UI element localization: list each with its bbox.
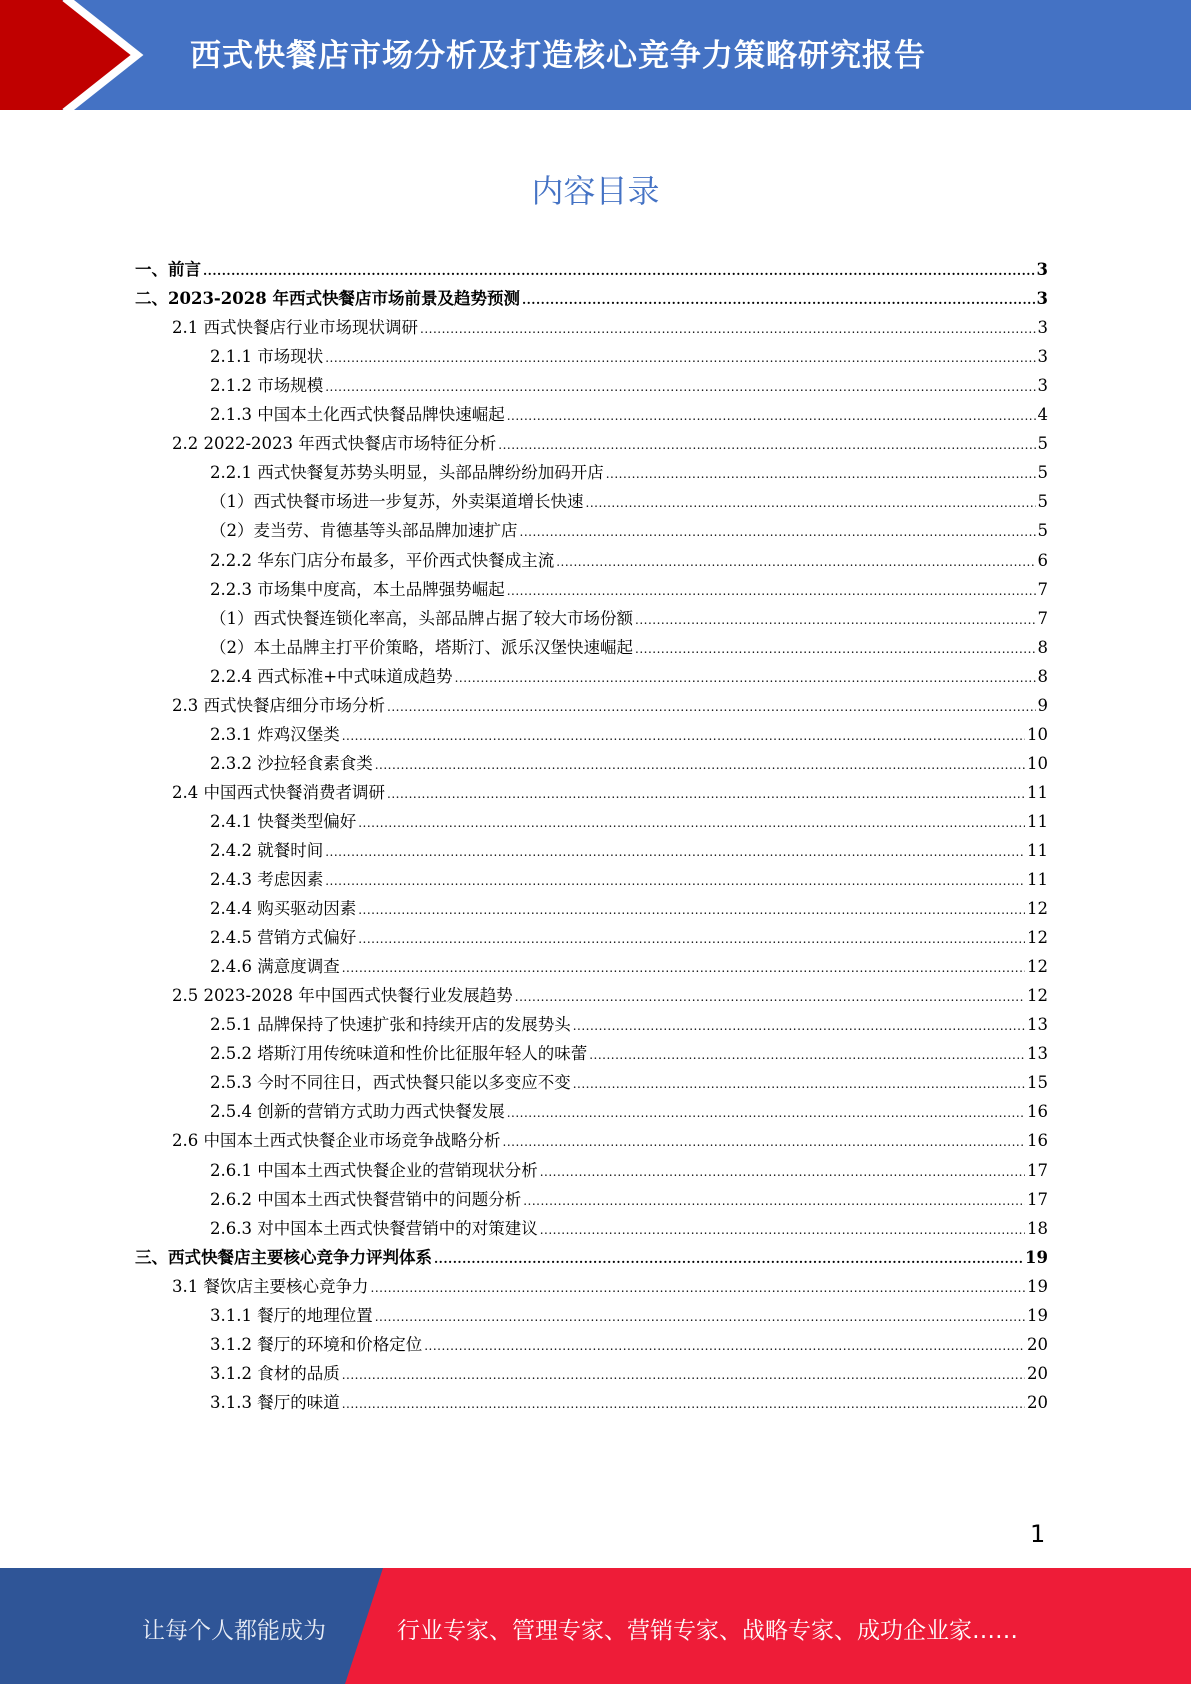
toc-entry-page: 8 (1037, 637, 1048, 657)
footer-slogan-right: 行业专家、管理专家、营销专家、战略专家、成功企业家…… (397, 1618, 1018, 1644)
toc-entry-label: 2.4.3 考虑因素 (210, 870, 324, 890)
toc-entry-page: 16 (1027, 1131, 1048, 1151)
toc-entry-label: 3.1 餐饮店主要核心竞争力 (172, 1276, 369, 1296)
toc-entry-page: 12 (1027, 986, 1048, 1006)
toc-leader-dots (375, 756, 1025, 774)
toc-entry-label: 2.5.3 今时不同往日，西式快餐只能以多变应不变 (210, 1073, 571, 1093)
toc-entry-page: 9 (1037, 695, 1048, 715)
toc-entry-page: 10 (1027, 724, 1048, 744)
toc-entry[interactable] (135, 541, 1048, 570)
toc-leader-dots (589, 1046, 1025, 1064)
toc-entry-label: 二、2023-2028 年西式快餐店市场前景及趋势预测 (135, 289, 520, 309)
toc-leader-dots (540, 1163, 1025, 1181)
chevron-decoration (0, 0, 200, 110)
toc-entry-page: 3 (1037, 376, 1048, 396)
toc-entry[interactable] (135, 1151, 1048, 1180)
toc-entry-label: 2.4 中国西式快餐消费者调研 (172, 782, 385, 802)
toc-leader-dots (325, 872, 1025, 890)
toc-entry-label: 2.6 中国本土西式快餐企业市场竞争战略分析 (172, 1131, 501, 1151)
toc-leader-dots (540, 1221, 1025, 1239)
toc-entry-label: 2.2 2022-2023 年西式快餐店市场特征分析 (172, 434, 497, 454)
toc-entry[interactable] (135, 425, 1048, 454)
toc-entry-label: 2.5 2023-2028 年中国西式快餐行业发展趋势 (172, 986, 513, 1006)
toc-leader-dots (507, 1104, 1025, 1122)
toc-entry-label: 2.3.2 沙拉轻食素食类 (210, 753, 373, 773)
toc-leader-dots (342, 959, 1025, 977)
toc-entry-label: 一、前言 (135, 260, 201, 280)
toc-entry[interactable] (135, 1326, 1048, 1355)
toc-entry[interactable] (135, 280, 1048, 309)
toc-entry-page: 19 (1027, 1305, 1048, 1325)
table-of-contents (135, 251, 1048, 1413)
toc-entry-page: 13 (1027, 1015, 1048, 1035)
toc-entry-label: 2.1.2 市场规模 (210, 376, 324, 396)
toc-entry-label: 2.5.2 塔斯汀用传统味道和性价比征服年轻人的味蕾 (210, 1044, 588, 1064)
toc-entry-page: 3 (1036, 260, 1048, 280)
toc-entry-page: 12 (1027, 957, 1048, 977)
toc-leader-dots (375, 1308, 1025, 1326)
toc-entry[interactable] (135, 251, 1048, 280)
toc-entry-label: 2.4.4 购买驱动因素 (210, 899, 357, 919)
toc-entry-label: 2.5.1 品牌保持了快速扩张和持续开店的发展势头 (210, 1015, 571, 1035)
toc-leader-dots (434, 1250, 1023, 1268)
toc-leader-dots (635, 640, 1036, 658)
toc-leader-dots (325, 349, 1035, 367)
toc-entry-label: （1）西式快餐连锁化率高，头部品牌占据了较大市场份额 (210, 608, 633, 628)
toc-leader-dots (387, 785, 1025, 803)
toc-entry-page: 11 (1027, 840, 1048, 860)
toc-entry-label: 2.4.2 就餐时间 (210, 840, 324, 860)
toc-entry-page: 11 (1027, 870, 1048, 890)
toc-entry-page: 5 (1037, 434, 1048, 454)
toc-leader-dots (342, 1366, 1025, 1384)
toc-entry-label: 2.1 西式快餐店行业市场现状调研 (172, 318, 418, 338)
toc-entry-label: 三、西式快餐店主要核心竞争力评判体系 (135, 1247, 432, 1267)
toc-leader-dots (503, 1133, 1026, 1151)
toc-leader-dots (573, 1075, 1025, 1093)
toc-entry-page: 17 (1027, 1160, 1048, 1180)
toc-entry-page: 11 (1027, 811, 1048, 831)
toc-leader-dots (498, 436, 1035, 454)
toc-leader-dots (522, 291, 1035, 309)
toc-entry[interactable] (135, 1355, 1048, 1384)
toc-entry-page: 3 (1037, 347, 1048, 367)
toc-entry-page: 7 (1037, 608, 1048, 628)
toc-entry-page: 20 (1027, 1392, 1048, 1412)
toc-leader-dots (573, 1017, 1025, 1035)
toc-entry[interactable] (135, 687, 1048, 716)
toc-entry-label: 2.5.4 创新的营销方式助力西式快餐发展 (210, 1102, 505, 1122)
toc-entry-label: 2.1.3 中国本土化西式快餐品牌快速崛起 (210, 405, 505, 425)
toc-leader-dots (556, 553, 1035, 571)
toc-entry-label: 3.1.2 食材的品质 (210, 1363, 340, 1383)
toc-entry[interactable] (135, 1122, 1048, 1151)
toc-entry[interactable] (135, 338, 1048, 367)
toc-entry-label: 3.1.3 餐厅的味道 (210, 1392, 340, 1412)
toc-entry[interactable] (135, 483, 1048, 512)
toc-entry-page: 19 (1025, 1247, 1048, 1267)
toc-entry[interactable] (135, 919, 1048, 948)
toc-entry-page: 12 (1027, 899, 1048, 919)
toc-leader-dots (420, 320, 1036, 338)
toc-leader-dots (507, 582, 1036, 600)
toc-entry-label: （1）西式快餐市场进一步复苏，外卖渠道增长快速 (210, 492, 584, 512)
toc-entry-page: 7 (1037, 579, 1048, 599)
toc-entry[interactable] (135, 1297, 1048, 1326)
toc-entry-label: 2.2.2 华东门店分布最多，平价西式快餐成主流 (210, 550, 555, 570)
page-header (0, 0, 1191, 110)
toc-entry-label: 2.2.1 西式快餐复苏势头明显，头部品牌纷纷加码开店 (210, 463, 604, 483)
toc-entry[interactable] (135, 658, 1048, 687)
toc-leader-dots (342, 727, 1025, 745)
toc-entry-page: 8 (1037, 666, 1048, 686)
toc-entry-page: 3 (1037, 318, 1048, 338)
toc-entry[interactable] (135, 367, 1048, 396)
toc-entry[interactable] (135, 832, 1048, 861)
toc-entry[interactable] (135, 1181, 1048, 1210)
toc-heading: 内容目录 (531, 172, 660, 210)
toc-entry-page: 4 (1037, 405, 1048, 425)
toc-entry[interactable] (135, 454, 1048, 483)
toc-entry-page: 20 (1027, 1334, 1048, 1354)
toc-entry[interactable] (135, 745, 1048, 774)
toc-leader-dots (358, 930, 1025, 948)
toc-entry-page: 16 (1027, 1102, 1048, 1122)
toc-entry[interactable] (135, 1210, 1048, 1239)
toc-entry-page: 18 (1027, 1218, 1048, 1238)
toc-entry[interactable] (135, 890, 1048, 919)
toc-entry-label: 2.6.1 中国本土西式快餐企业的营销现状分析 (210, 1160, 538, 1180)
toc-entry-page: 5 (1037, 521, 1048, 541)
toc-entry-label: 2.4.1 快餐类型偏好 (210, 811, 357, 831)
toc-entry[interactable] (135, 1093, 1048, 1122)
toc-entry[interactable] (135, 571, 1048, 600)
toc-entry-page: 12 (1027, 928, 1048, 948)
toc-entry[interactable] (135, 600, 1048, 629)
toc-entry-label: 2.6.2 中国本土西式快餐营销中的问题分析 (210, 1189, 522, 1209)
toc-entry-label: 2.4.5 营销方式偏好 (210, 928, 357, 948)
toc-entry-page: 20 (1027, 1363, 1048, 1383)
toc-entry[interactable] (135, 861, 1048, 890)
toc-entry[interactable] (135, 1035, 1048, 1064)
toc-leader-dots (371, 1279, 1026, 1297)
toc-entry-label: 2.3 西式快餐店细分市场分析 (172, 695, 385, 715)
toc-entry-page: 5 (1037, 492, 1048, 512)
toc-entry-page: 19 (1027, 1276, 1048, 1296)
toc-entry-page: 5 (1037, 463, 1048, 483)
toc-entry-page: 10 (1027, 753, 1048, 773)
toc-leader-dots (342, 1395, 1025, 1413)
toc-leader-dots (325, 378, 1035, 396)
toc-entry-label: 2.2.3 市场集中度高，本土品牌强势崛起 (210, 579, 505, 599)
toc-entry-page: 15 (1027, 1073, 1048, 1093)
toc-entry[interactable] (135, 716, 1048, 745)
toc-leader-dots (523, 1192, 1025, 1210)
toc-entry[interactable] (135, 309, 1048, 338)
toc-entry-label: 2.6.3 对中国本土西式快餐营销中的对策建议 (210, 1218, 538, 1238)
toc-leader-dots (358, 814, 1025, 832)
toc-entry[interactable] (135, 1384, 1048, 1413)
toc-leader-dots (520, 523, 1036, 541)
toc-entry[interactable] (135, 803, 1048, 832)
toc-entry[interactable] (135, 977, 1048, 1006)
toc-leader-dots (507, 407, 1036, 425)
toc-leader-dots (635, 611, 1036, 629)
toc-entry-page: 13 (1027, 1044, 1048, 1064)
toc-entry-label: （2）麦当劳、肯德基等头部品牌加速扩店 (210, 521, 518, 541)
toc-leader-dots (358, 901, 1025, 919)
toc-entry[interactable] (135, 1239, 1048, 1268)
footer-slogan-left: 让每个人都能成为 (142, 1618, 326, 1644)
toc-entry-label: 3.1.1 餐厅的地理位置 (210, 1305, 373, 1325)
toc-entry-label: 2.2.4 西式标准+中式味道成趋势 (210, 666, 453, 686)
page-number: 1 (1030, 1520, 1046, 1548)
toc-leader-dots (455, 669, 1036, 687)
toc-leader-dots (325, 843, 1025, 861)
toc-leader-dots (203, 262, 1035, 280)
toc-entry[interactable] (135, 1268, 1048, 1297)
toc-leader-dots (387, 698, 1036, 716)
toc-entry[interactable] (135, 1064, 1048, 1093)
toc-leader-dots (606, 465, 1036, 483)
toc-entry[interactable] (135, 774, 1048, 803)
toc-entry-label: 2.4.6 满意度调查 (210, 957, 340, 977)
toc-entry-page: 3 (1036, 289, 1048, 309)
toc-leader-dots (515, 988, 1025, 1006)
toc-entry-page: 6 (1037, 550, 1048, 570)
toc-entry[interactable] (135, 948, 1048, 977)
toc-entry-label: （2）本土品牌主打平价策略，塔斯汀、派乐汉堡快速崛起 (210, 637, 633, 657)
toc-entry-label: 2.3.1 炸鸡汉堡类 (210, 724, 340, 744)
toc-entry-page: 11 (1027, 782, 1048, 802)
toc-entry-label: 3.1.2 餐厅的环境和价格定位 (210, 1334, 423, 1354)
toc-entry[interactable] (135, 1006, 1048, 1035)
toc-entry[interactable] (135, 396, 1048, 425)
toc-leader-dots (586, 494, 1036, 512)
toc-entry[interactable] (135, 512, 1048, 541)
toc-leader-dots (424, 1337, 1025, 1355)
toc-entry-page: 17 (1027, 1189, 1048, 1209)
toc-entry-label: 2.1.1 市场现状 (210, 347, 324, 367)
report-title: 西式快餐店市场分析及打造核心竞争力策略研究报告 (190, 38, 926, 74)
toc-entry[interactable] (135, 629, 1048, 658)
